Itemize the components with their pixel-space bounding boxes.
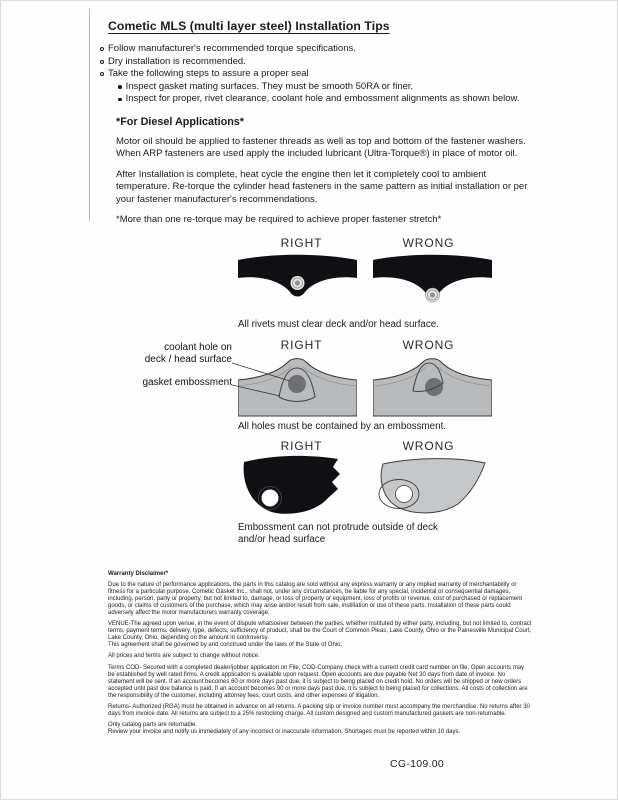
disclaimer-paragraph — [108, 722, 532, 736]
disclaimer-paragraph — [108, 621, 532, 649]
wrong-label: WRONG — [402, 337, 455, 352]
coolant-hole-right-diagram — [238, 353, 357, 417]
page-title: Cometic MLS (multi layer steel) Installation Tips — [108, 19, 390, 33]
disclaimer-paragraph: Terms COD- Secured with a completed dealer/jobber application on File, COD-Company check with a current credit card number on file. Open accounts may be established by well rated firms. A credit application is available upon request. Open accounts are due payable Net 30 days from date of invoice. No statement will be sent. If an account becomes 60 or more days past due, it is subject to being placed on credit hold. No orders will be shipped or new orders accepted until past due balance is paid. If an account becomes 90 or more days past due, it is subject to being placed for collections. All costs of collection are the responsibility of the customer, including attorney fees, court costs, and other expenses of litigation. — [108, 664, 528, 699]
figures-section — [142, 236, 492, 545]
figure-row3-caption-line1: Embossment can not protrude outside of deck — [238, 522, 438, 534]
wrong-label: WRONG — [402, 236, 455, 251]
disclaimer-review-text: Review your invoice and notify us immediately of any incorrect or inaccurate information. Shortages must be reported within 10 days. — [108, 729, 461, 736]
open-bullet-icon — [100, 47, 104, 51]
bullet-item — [108, 43, 534, 56]
diesel-paragraph-2: After Installation is complete, heat cycle the engine then let it completely cool to ambient temperature. Re-torque the cylinder head fasteners in the same pattern as initial installation or per your fastener manufacturer's recommendations. — [116, 168, 528, 205]
sub-bullet-text: Inspect for proper, rivet clearance, coolant hole and embossment alignments as shown below. — [125, 93, 520, 105]
bullet-text: Take the following steps to assure a proper seal — [108, 68, 309, 80]
disclaimer-returnable-text: Only catalog parts are returnable. — [108, 722, 198, 729]
margin-rule — [89, 9, 90, 221]
embossment-right-diagram — [238, 454, 357, 518]
figure-row2-images — [238, 353, 492, 417]
bullet-list — [108, 43, 534, 106]
sub-bullet-text: Inspect gasket mating surfaces. They must be smooth 50RA or finer. — [125, 80, 414, 92]
figure-row2-caption: All holes must be contained by an embossment. — [238, 420, 447, 432]
figure-row1-headers — [238, 236, 492, 250]
right-label: RIGHT — [280, 236, 323, 251]
disclaimer-paragraph: Due to the nature of performance applications, the parts in this catalog are sold without any express warranty or any implied warranty of merchantability or fitness for a particular purpose. Cometic Gasket Inc., shall not, under any circumstances, be liable for any special, incidental or consequential damages, including, person, party or property, but not limited to, damage, or loss of property or equipment, loss of profits or revenue, cost of purchased or replacement goods, or claims of customers of the purchase, which may arise and/or result from sale, instillation or use of these parts. Installation of these parts could adversely affect the motor manufacturers warranty coverage. — [108, 582, 523, 616]
rivet-clearance-wrong-diagram — [373, 251, 492, 315]
figure-row3-caption-line2: and/or head surface — [238, 533, 326, 545]
bullet-text: Dry installation is recommended. — [108, 55, 246, 67]
coolant-hole-annotation: coolant hole on deck / head surface — [144, 342, 232, 365]
right-label: RIGHT — [280, 337, 323, 352]
diesel-paragraph-1: Motor oil should be applied to fastener threads as well as top and bottom of the fastener washers. When ARP fasteners are used apply the included lubricant (Ultra-Torque®) in place of motor oil. — [116, 135, 526, 160]
sub-bullet-item — [108, 81, 534, 94]
filled-bullet-icon — [118, 85, 122, 89]
retorque-note: *More than one re-torque may be required to achieve proper fastener stretch* — [116, 214, 442, 225]
figure-row3-caption — [238, 522, 492, 545]
document-number: CG-109.00 — [390, 758, 445, 770]
bullet-item — [108, 68, 534, 81]
gasket-embossment-annotation: gasket embossment — [142, 377, 232, 389]
embossment-wrong-diagram — [373, 454, 492, 518]
right-label: RIGHT — [280, 439, 323, 454]
disclaimer-paragraph: All prices and terms are subject to change without notice. — [108, 653, 260, 660]
warranty-disclaimer-section — [108, 571, 532, 736]
page-content — [108, 19, 534, 741]
figure-row3-images — [238, 454, 492, 518]
open-bullet-icon — [100, 72, 104, 76]
figure-row3-headers — [238, 439, 492, 453]
open-bullet-icon — [100, 60, 104, 64]
diesel-applications-heading: *For Diesel Applications* — [116, 115, 244, 128]
filled-bullet-icon — [118, 98, 122, 102]
figure-row1-images — [238, 251, 492, 315]
disclaimer-paragraph: Returns- Authorized (RGA) must be obtained in advance on all returns. A packing slip or invoice number must accompany the merchandise. No returns after 30 days from invoice date. All returns are subject to a 25% restocking charge. All custom designed and custom manufactured gaskets are non-returnable. — [108, 703, 530, 717]
figure-row1-caption: All rivets must clear deck and/or head surface. — [238, 319, 439, 331]
sub-bullet-item — [108, 93, 534, 106]
figure-row2-headers — [238, 338, 492, 352]
disclaimer-venue-text: VENUE-The agreed upon venue, in the event of dispute whatsoever between the parties, whether instituted by either party, including, but not limited to, contract terms, payment terms, delivery, type, defects, sufficiency of product, shall be the Court of Common Pleas, Lake County, Ohio or the Painesville Municipal Court, Lake County, Ohio, depending on the amount in controversy. — [108, 621, 532, 642]
disclaimer-governing-law-text: This agreement shall be governed by and construed under the laws of the State of Ohio. — [108, 642, 343, 649]
coolant-hole-wrong-diagram — [373, 353, 492, 417]
bullet-item — [108, 56, 534, 69]
bullet-text: Follow manufacturer's recommended torque specifications. — [108, 43, 356, 54]
wrong-label: WRONG — [402, 439, 455, 454]
disclaimer-heading: Warranty Disclaimer* — [108, 571, 169, 578]
rivet-clearance-right-diagram — [238, 251, 357, 315]
